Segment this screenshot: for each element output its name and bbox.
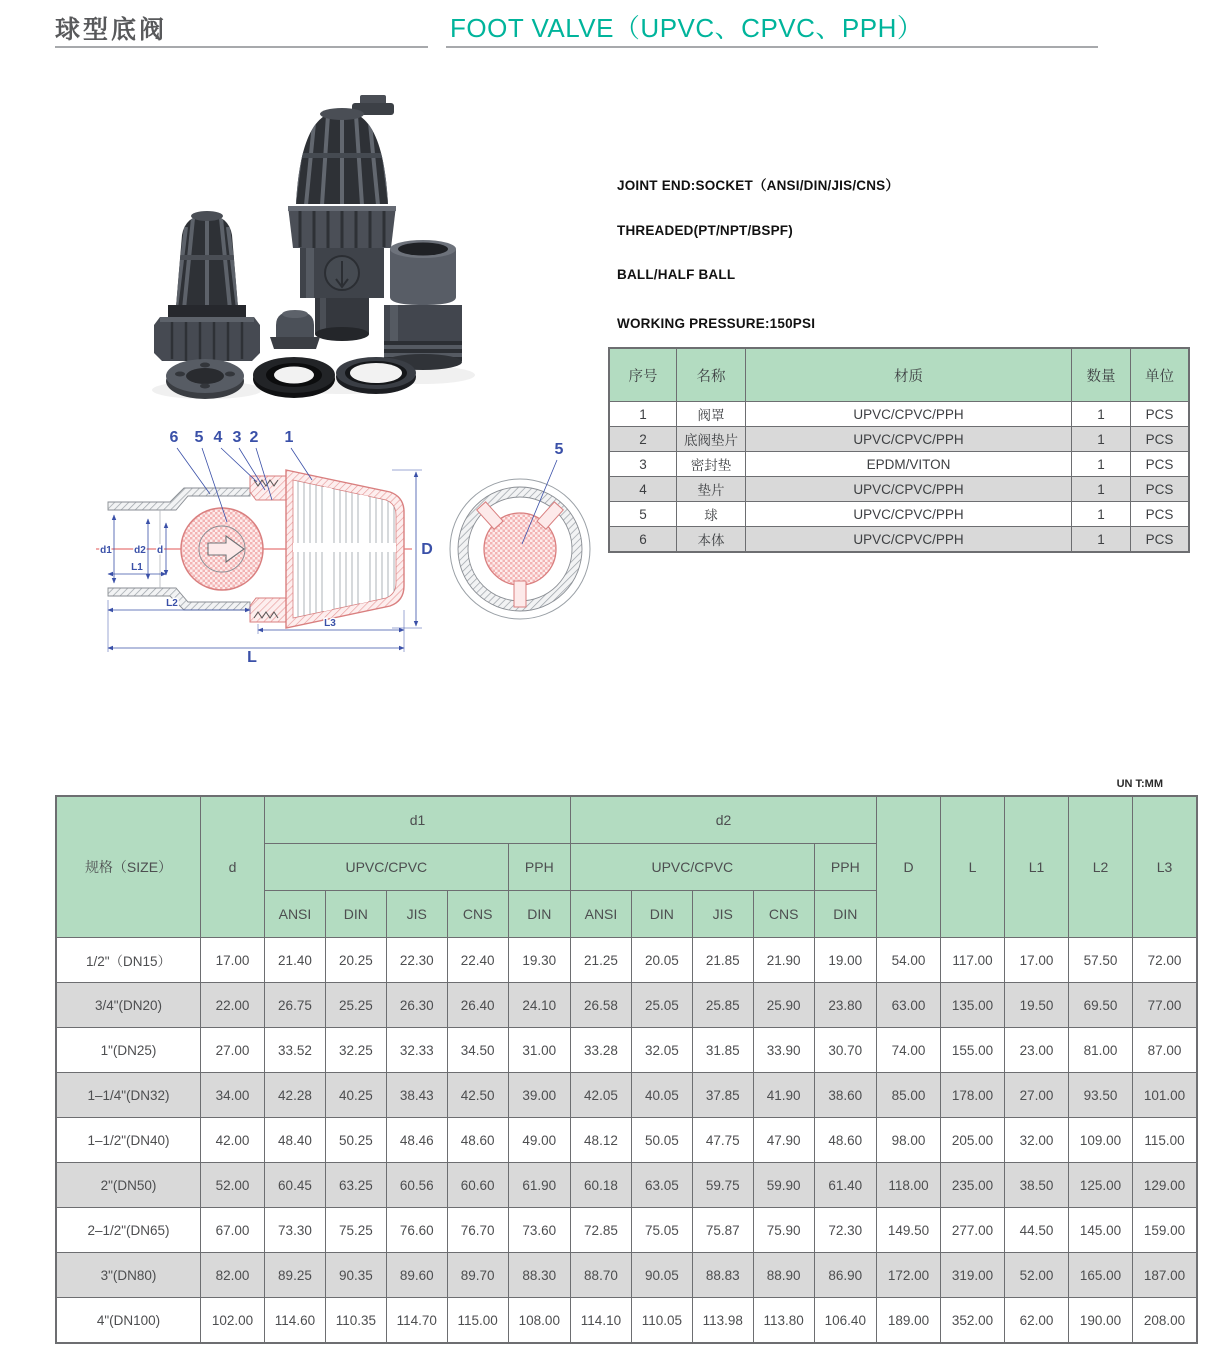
dim-cell: 20.25 [325,938,386,983]
dim-cell: 31.85 [692,1028,753,1073]
dim-cell: 93.50 [1069,1073,1133,1118]
dim-cell: 47.75 [692,1118,753,1163]
dimension-table-row [56,1298,1197,1344]
parts-cell: PCS [1131,527,1190,553]
dim-cell: 22.00 [201,983,265,1028]
dim-header-pph: PPH [814,844,876,891]
dim-cell: 115.00 [447,1298,508,1344]
dim-cell: 205.00 [941,1118,1005,1163]
dim-cell: 87.00 [1133,1028,1198,1073]
end-view [450,441,590,619]
dim-cell: 277.00 [941,1208,1005,1253]
dimension-table-row [56,983,1197,1028]
dim-header-standard: DIN [325,891,386,938]
dim-cell: 89.25 [265,1253,326,1298]
dim-cell: 208.00 [1133,1298,1198,1344]
dim-cell: 67.00 [201,1208,265,1253]
dim-cell: 25.90 [753,983,814,1028]
dim-cell: 81.00 [1069,1028,1133,1073]
dim-cell: 42.50 [447,1073,508,1118]
parts-table [608,347,1190,553]
dim-l2: L2 [166,598,178,609]
dim-cell: 19.50 [1005,983,1069,1028]
dim-cell: 60.56 [386,1163,447,1208]
dim-cell: 145.00 [1069,1208,1133,1253]
dim-cell: 48.60 [447,1118,508,1163]
dim-cell: 113.98 [692,1298,753,1344]
parts-cell: 3 [609,452,677,477]
dim-cell: 33.90 [753,1028,814,1073]
dim-header-l: L [941,796,1005,938]
dim-header-l2: L2 [1069,796,1133,938]
dim-cell: 76.70 [447,1208,508,1253]
dim-cell: 76.60 [386,1208,447,1253]
parts-cell: EPDM/VITON [746,452,1072,477]
dim-cell: 27.00 [1005,1073,1069,1118]
end-view-callout-5: 5 [554,441,564,458]
spec-line-ball: BALL/HALF BALL [617,267,736,282]
dim-cell: 25.05 [631,983,692,1028]
parts-cell: 密封垫 [677,452,746,477]
dim-cell: 90.35 [325,1253,386,1298]
dim-cell-size: 1"(DN25) [56,1028,201,1073]
parts-cell: 6 [609,527,677,553]
parts-cell: PCS [1131,502,1190,527]
dim-cell: 319.00 [941,1253,1005,1298]
parts-cell: 4 [609,477,677,502]
dim-cell: 52.00 [1005,1253,1069,1298]
dim-cell: 88.83 [692,1253,753,1298]
dim-cell-size: 1–1/2"(DN40) [56,1118,201,1163]
dim-cell: 165.00 [1069,1253,1133,1298]
dim-cell: 187.00 [1133,1253,1198,1298]
dim-cell: 72.85 [571,1208,632,1253]
title-underline-left [55,46,428,48]
dim-cell: 125.00 [1069,1163,1133,1208]
dim-header-standard: CNS [753,891,814,938]
dim-header-upvc-cpvc: UPVC/CPVC [571,844,815,891]
parts-table-row [609,402,1189,427]
dimension-table-row [56,938,1197,983]
dim-cell: 63.25 [325,1163,386,1208]
dim-cell: 42.00 [201,1118,265,1163]
callout-3: 3 [232,429,242,446]
dim-cell: 149.50 [877,1208,941,1253]
dim-cell: 30.70 [814,1028,876,1073]
dim-cell: 57.50 [1069,938,1133,983]
dim-cell: 32.33 [386,1028,447,1073]
dim-cell: 74.00 [877,1028,941,1073]
parts-header-cell: 单位 [1131,348,1190,402]
dimension-table-row [56,1163,1197,1208]
dim-cell: 113.80 [753,1298,814,1344]
dim-header-d2-group: d2 [571,796,877,844]
parts-cell: 1 [1072,427,1131,452]
dim-cell: 40.05 [631,1073,692,1118]
dimension-table-row [56,1028,1197,1073]
dim-cell: 89.70 [447,1253,508,1298]
parts-cell: 1 [1072,527,1131,553]
dim-cell: 25.25 [325,983,386,1028]
dim-cell: 33.52 [265,1028,326,1073]
dim-header-l1: L1 [1005,796,1069,938]
dim-cell: 41.90 [753,1073,814,1118]
dim-cell-size: 3"(DN80) [56,1253,201,1298]
parts-cell: 2 [609,427,677,452]
dim-cell: 88.90 [753,1253,814,1298]
dim-cell: 115.00 [1133,1118,1198,1163]
dim-cell: 50.25 [325,1118,386,1163]
parts-cell: PCS [1131,452,1190,477]
dim-cell: 52.00 [201,1163,265,1208]
dim-cell: 32.05 [631,1028,692,1073]
dim-cell: 60.45 [265,1163,326,1208]
callout-6: 6 [169,429,179,446]
dim-cell: 189.00 [877,1298,941,1344]
dim-cell: 50.05 [631,1118,692,1163]
dim-cell: 75.90 [753,1208,814,1253]
dim-cell: 75.05 [631,1208,692,1253]
dim-cell: 114.10 [571,1298,632,1344]
dim-cell: 159.00 [1133,1208,1198,1253]
dim-cell: 73.60 [508,1208,570,1253]
dim-cell: 17.00 [201,938,265,983]
dim-cell: 31.00 [508,1028,570,1073]
dimension-table-row [56,1073,1197,1118]
dim-cell: 32.00 [1005,1118,1069,1163]
parts-cell: PCS [1131,402,1190,427]
dim-cell: 54.00 [877,938,941,983]
callout-2: 2 [249,429,259,446]
spec-line-pressure: WORKING PRESSURE:150PSI [617,316,816,331]
dim-header-standard: JIS [386,891,447,938]
dim-cell: 72.30 [814,1208,876,1253]
dim-cell: 42.05 [571,1073,632,1118]
dim-cell-size: 2–1/2"(DN65) [56,1208,201,1253]
foot-valve-photo-large [288,95,396,341]
dim-cell: 40.25 [325,1073,386,1118]
dim-cell: 42.28 [265,1073,326,1118]
parts-cell: 阀罩 [677,402,746,427]
parts-cell: PCS [1131,477,1190,502]
dim-cell: 90.05 [631,1253,692,1298]
dim-cell: 34.00 [201,1073,265,1118]
dim-cell: 61.90 [508,1163,570,1208]
dim-cell-size: 2"(DN50) [56,1163,201,1208]
product-photo [60,85,580,420]
page-title-cn: 球型底阀 [55,16,168,44]
dim-cell: 24.10 [508,983,570,1028]
dim-cell: 17.00 [1005,938,1069,983]
parts-cell: 1 [1072,402,1131,427]
dim-cell: 60.18 [571,1163,632,1208]
dim-header-upvc-cpvc: UPVC/CPVC [265,844,509,891]
dim-cell: 110.35 [325,1298,386,1344]
parts-header-cell: 数量 [1072,348,1131,402]
dim-cell-size: 3/4"(DN20) [56,983,201,1028]
dim-cell: 19.30 [508,938,570,983]
dim-cell: 62.00 [1005,1298,1069,1344]
dim-cell: 47.90 [753,1118,814,1163]
dim-header-size: 规格（SIZE） [56,796,201,938]
dim-cell: 73.30 [265,1208,326,1253]
dim-cell: 235.00 [941,1163,1005,1208]
dim-cell: 172.00 [877,1253,941,1298]
dim-cell: 23.00 [1005,1028,1069,1073]
dim-cell: 75.25 [325,1208,386,1253]
dim-cell: 48.60 [814,1118,876,1163]
dim-cell: 21.25 [571,938,632,983]
parts-header-cell: 序号 [609,348,677,402]
dim-cell: 34.50 [447,1028,508,1073]
side-section-view [96,429,433,666]
dim-cell: 38.60 [814,1073,876,1118]
dimension-table [55,795,1198,1344]
dim-header-d: D [877,796,941,938]
parts-cell: 5 [609,502,677,527]
dim-cell: 59.90 [753,1163,814,1208]
dim-cell: 101.00 [1133,1073,1198,1118]
dim-d2: d2 [134,545,146,556]
parts-table-row [609,427,1189,452]
dim-cell: 22.40 [447,938,508,983]
callout-4: 4 [213,429,223,446]
dim-cell: 108.00 [508,1298,570,1344]
dim-cell: 109.00 [1069,1118,1133,1163]
gasket-rings-photo [166,357,416,399]
dim-header-l3: L3 [1133,796,1198,938]
dim-l: L [247,649,257,666]
parts-cell: 1 [1072,452,1131,477]
parts-header-cell: 名称 [677,348,746,402]
dim-header-standard: ANSI [571,891,632,938]
dim-l3: L3 [324,618,336,629]
dim-cell-size: 4"(DN100) [56,1298,201,1344]
technical-drawing [60,422,605,667]
parts-table-row [609,502,1189,527]
dim-cell: 190.00 [1069,1298,1133,1344]
dim-cell: 32.25 [325,1028,386,1073]
dim-header-pph: PPH [508,844,570,891]
dim-cell: 23.80 [814,983,876,1028]
dim-cell: 49.00 [508,1118,570,1163]
dim-header-standard: ANSI [265,891,326,938]
parts-cell: 底阀垫片 [677,427,746,452]
title-underline-right [446,46,1098,48]
parts-cell: UPVC/CPVC/PPH [746,402,1072,427]
dim-cell-size: 1–1/4"(DN32) [56,1073,201,1118]
parts-table-row [609,527,1189,553]
dim-cell: 27.00 [201,1028,265,1073]
dim-cell: 60.60 [447,1163,508,1208]
dim-cell: 61.40 [814,1163,876,1208]
dim-cell: 19.00 [814,938,876,983]
cap-photo [270,310,320,349]
dim-cell: 75.87 [692,1208,753,1253]
parts-cell: 1 [1072,477,1131,502]
callout-5: 5 [194,429,204,446]
dim-cell: 21.90 [753,938,814,983]
spec-line-joint-end: JOINT END:SOCKET（ANSI/DIN/JIS/CNS） [617,178,900,193]
dim-cell: 117.00 [941,938,1005,983]
page-title-en: FOOT VALVE（UPVC、CPVC、PPH） [450,13,924,43]
dim-l1: L1 [131,562,143,573]
parts-cell: 1 [1072,502,1131,527]
spec-list [617,174,1177,331]
dim-header-standard: DIN [814,891,876,938]
dim-cell: 59.75 [692,1163,753,1208]
foot-valve-photo-small [154,211,260,361]
dim-cell: 102.00 [201,1298,265,1344]
dim-cell: 48.40 [265,1118,326,1163]
dim-header-d: d [201,796,265,938]
dim-cell: 85.00 [877,1073,941,1118]
dim-d: d [156,545,164,556]
dim-header-standard: DIN [508,891,570,938]
dim-cell: 39.00 [508,1073,570,1118]
dim-cell: 26.58 [571,983,632,1028]
dim-cell: 72.00 [1133,938,1198,983]
parts-cell: UPVC/CPVC/PPH [746,502,1072,527]
dim-cell: 48.46 [386,1118,447,1163]
parts-table-row [609,452,1189,477]
dim-cell: 86.90 [814,1253,876,1298]
dim-cell: 155.00 [941,1028,1005,1073]
dim-cell: 22.30 [386,938,447,983]
dim-cell-size: 1/2"（DN15） [56,938,201,983]
dim-cell: 48.12 [571,1118,632,1163]
parts-cell: PCS [1131,427,1190,452]
dim-header-standard: CNS [447,891,508,938]
dim-cell: 21.40 [265,938,326,983]
dim-cell: 20.05 [631,938,692,983]
dim-d1: d1 [100,545,112,556]
dim-cell: 98.00 [877,1118,941,1163]
parts-cell: 球 [677,502,746,527]
dim-cell: 69.50 [1069,983,1133,1028]
dim-d-big: D [421,541,433,558]
dim-cell: 114.70 [386,1298,447,1344]
dim-cell: 118.00 [877,1163,941,1208]
dimension-table-row [56,1118,1197,1163]
dim-cell: 26.30 [386,983,447,1028]
dim-cell: 38.43 [386,1073,447,1118]
dim-cell: 129.00 [1133,1163,1198,1208]
dim-cell: 77.00 [1133,983,1198,1028]
callout-1: 1 [284,429,294,446]
dim-cell: 38.50 [1005,1163,1069,1208]
dim-cell: 26.40 [447,983,508,1028]
dim-cell: 26.75 [265,983,326,1028]
parts-cell: 垫片 [677,477,746,502]
dim-cell: 352.00 [941,1298,1005,1344]
dimension-table-row [56,1208,1197,1253]
dim-cell: 178.00 [941,1073,1005,1118]
dim-cell: 82.00 [201,1253,265,1298]
unit-note: UN T:MM [1116,778,1163,790]
parts-cell: 1 [609,402,677,427]
parts-cell: UPVC/CPVC/PPH [746,477,1072,502]
dim-cell: 135.00 [941,983,1005,1028]
dim-cell: 37.85 [692,1073,753,1118]
dim-cell: 106.40 [814,1298,876,1344]
dim-cell: 88.30 [508,1253,570,1298]
parts-cell: UPVC/CPVC/PPH [746,527,1072,553]
socket-adapter-photo [384,240,462,370]
dim-cell: 44.50 [1005,1208,1069,1253]
dim-cell: 88.70 [571,1253,632,1298]
dim-cell: 114.60 [265,1298,326,1344]
dim-cell: 63.05 [631,1163,692,1208]
dimension-table-row [56,1253,1197,1298]
dim-cell: 110.05 [631,1298,692,1344]
parts-table-row [609,477,1189,502]
dim-header-d1-group: d1 [265,796,571,844]
dim-cell: 25.85 [692,983,753,1028]
dim-header-standard: JIS [692,891,753,938]
dim-cell: 89.60 [386,1253,447,1298]
dim-header-standard: DIN [631,891,692,938]
dim-cell: 33.28 [571,1028,632,1073]
dim-cell: 21.85 [692,938,753,983]
parts-cell: UPVC/CPVC/PPH [746,427,1072,452]
dim-cell: 63.00 [877,983,941,1028]
parts-cell: 本体 [677,527,746,553]
spec-line-threaded: THREADED(PT/NPT/BSPF) [617,223,793,238]
parts-header-cell: 材质 [746,348,1072,402]
